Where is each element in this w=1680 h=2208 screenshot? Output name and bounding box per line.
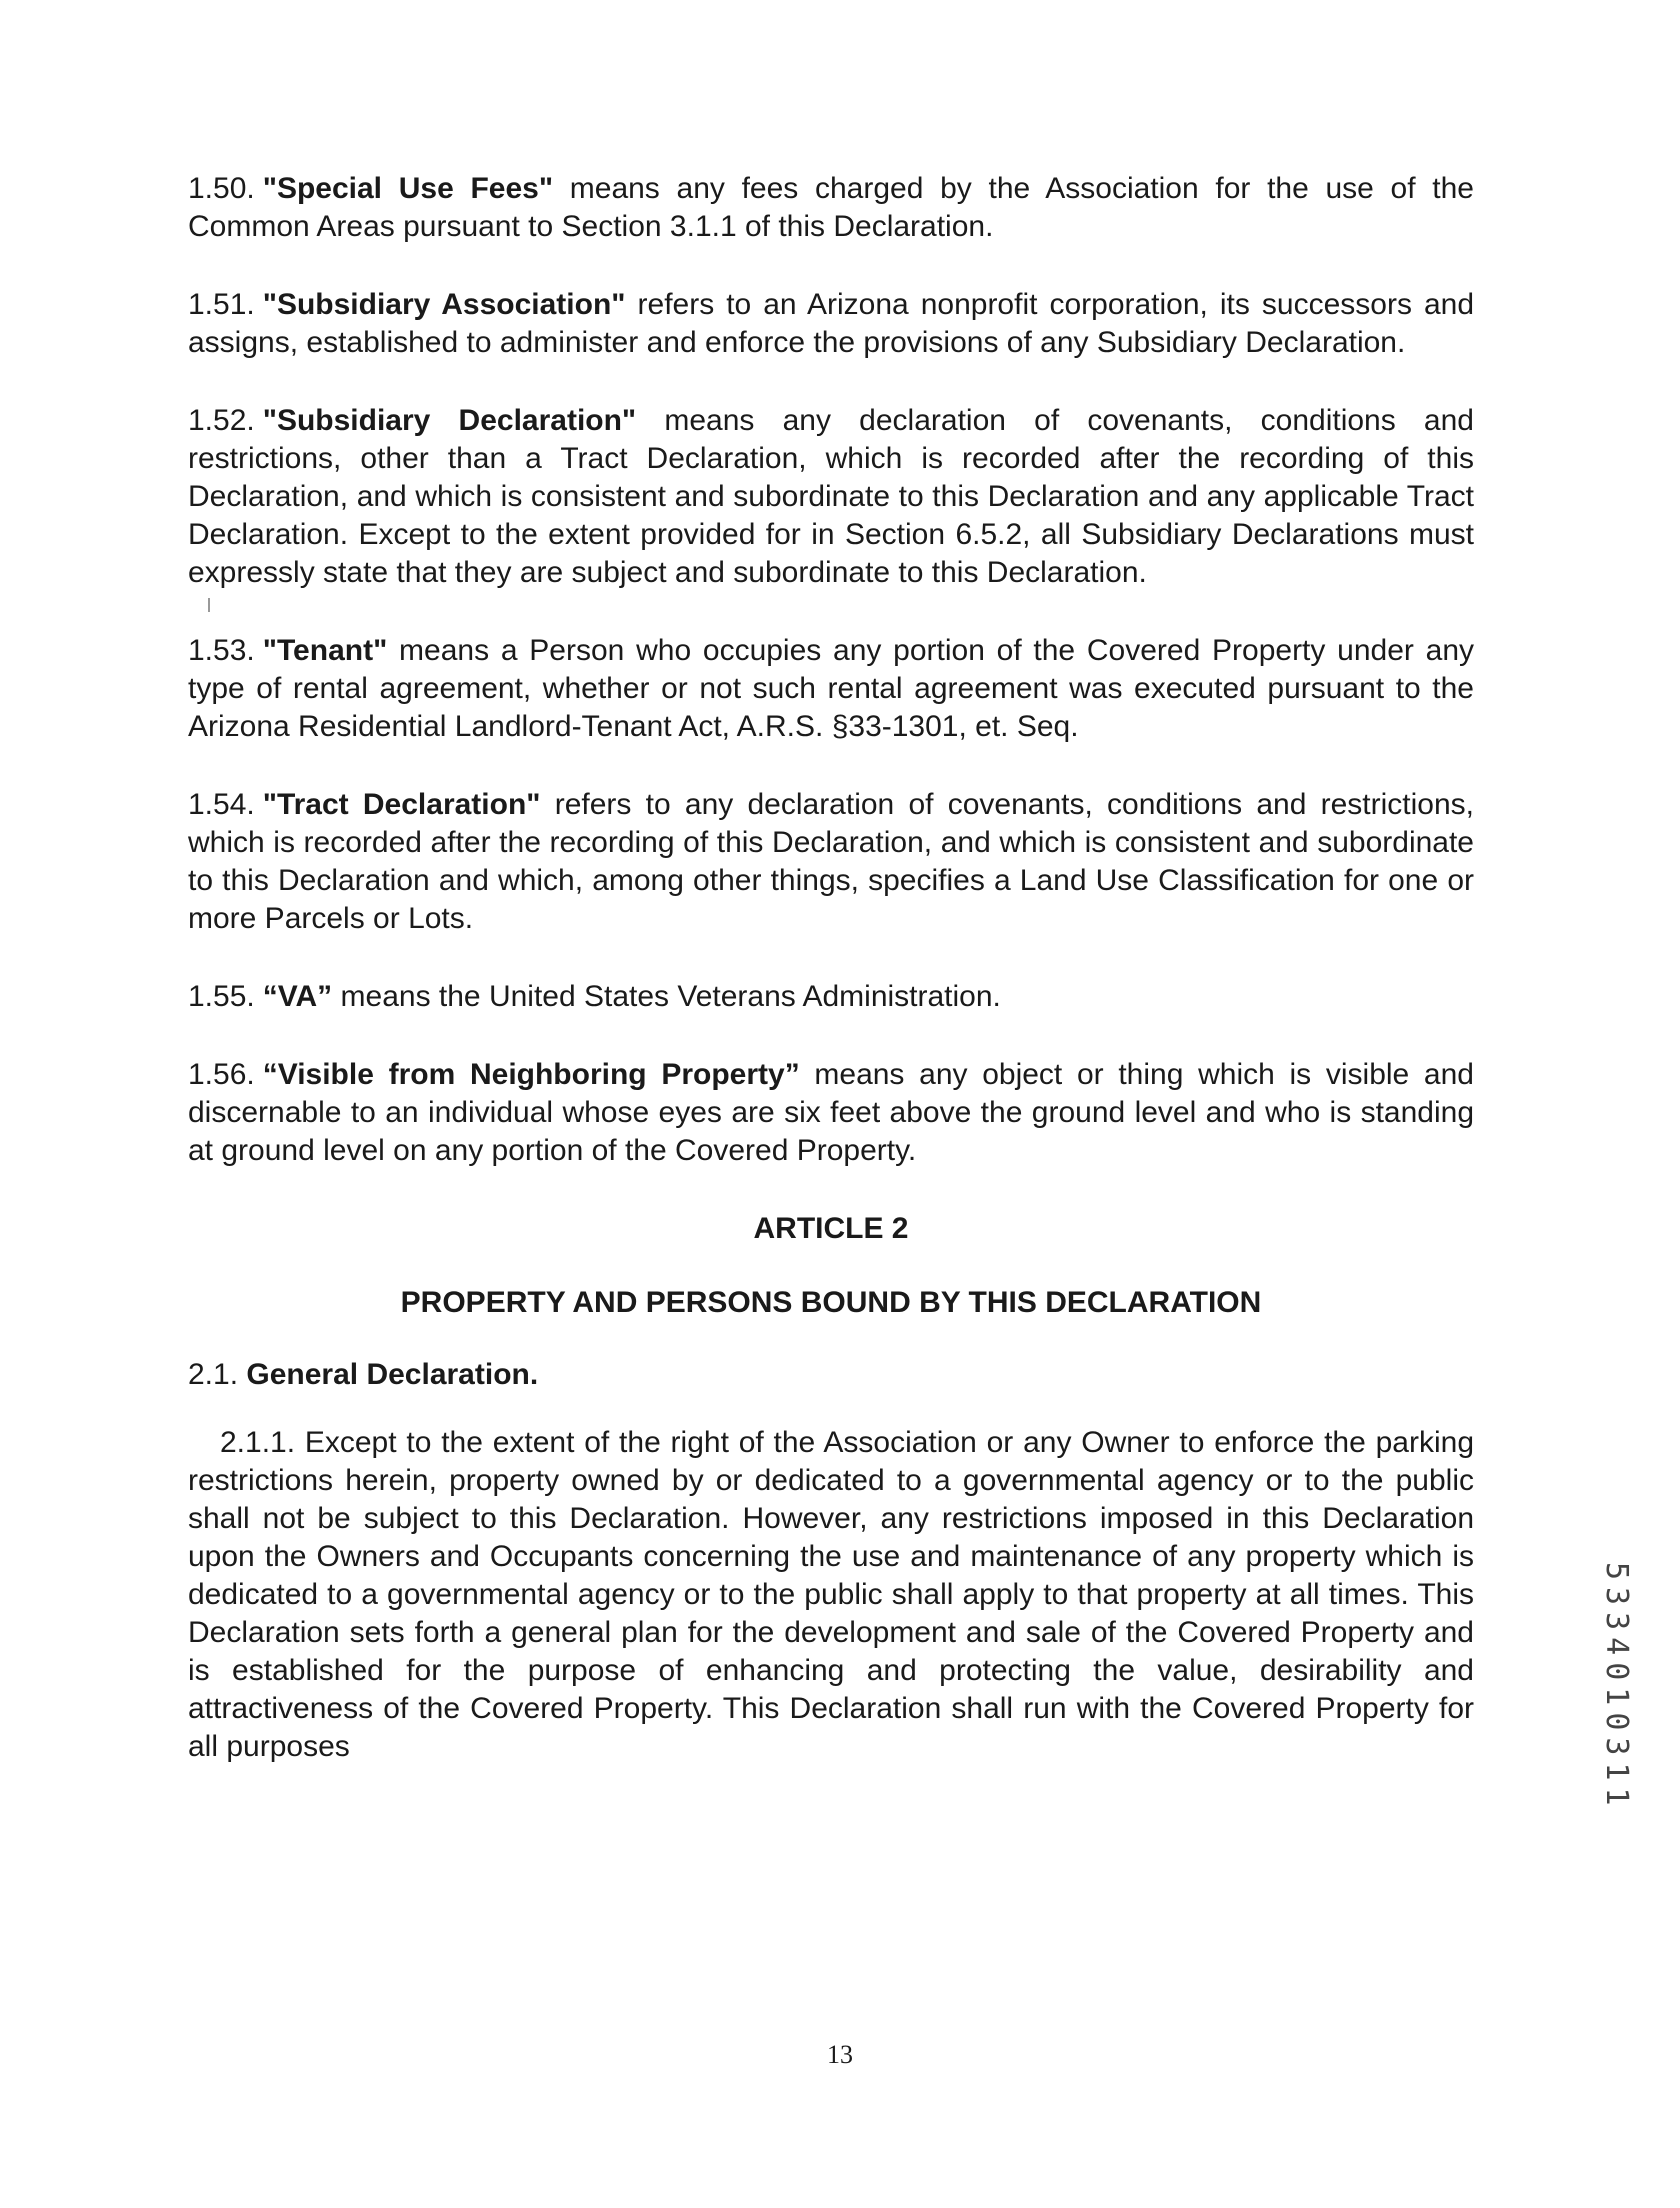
section-paragraph: 2.1.1. Except to the extent of the right of the Association or any Owner to enforce the parking restrictions herein, property owned by or dedicated to a governmental agency or to the public shall not be subject to this Declaration. However, any restrictions imposed in this Declaration upon the Owners and Occupants concerning the use and maintenance of any property which is dedicated to a governmental agency or to the public shall apply to that property at all times. This Declaration sets forth a general plan for the development and sale of the Covered Property and is established for the purpose of enhancing and protecting the value, desirability and attractiveness of the Covered Property. This Declaration shall run with the Covered Property for all purposes — [188, 1426, 1474, 1763]
margin-stamp: 5334010311 — [1599, 1562, 1634, 1813]
definition-text: means the United States Veterans Administration. — [332, 980, 1001, 1013]
definition-text: refers to any declaration of covenants, conditions and restrictions, which is recorded after the recording of this Declaration, and which is consistent and subordinate to this Declaration and which, among other things, specifies a Land Use Classification for one or more Parcels or Lots. — [188, 788, 1474, 935]
definition-term: “VA” — [262, 980, 333, 1013]
definition-term: "Tract Declaration" — [262, 788, 541, 821]
definition-number: 1.55. — [188, 980, 255, 1013]
definition-text: means any declaration of covenants, conditions and restrictions, other than a Tract Declaration, which is recorded after the recording of this Declaration, and which is consistent and subordinate to this Declaration and any applicable Tract Declaration. Except to the extent provided for in Section 6.5.2, all Subsidiary Declarations must expressly state that they are subject and subordinate to this Declaration. — [188, 404, 1474, 589]
definition-number: 1.53. — [188, 634, 255, 667]
section-title: General Declaration. — [246, 1358, 539, 1391]
definition-1-50 — [188, 170, 1474, 246]
definition-number: 1.54. — [188, 788, 255, 821]
article-subtitle: PROPERTY AND PERSONS BOUND BY THIS DECLARATION — [400, 1286, 1262, 1319]
definition-1-56 — [188, 1056, 1474, 1170]
definition-term: “Visible from Neighboring Property” — [262, 1058, 800, 1091]
definition-1-53 — [188, 632, 1474, 746]
definition-1-51 — [188, 286, 1474, 362]
article-title: ARTICLE 2 — [753, 1212, 909, 1245]
definition-1-52 — [188, 402, 1474, 592]
definition-text: refers to an Arizona nonprofit corporation, its successors and assigns, established to administer and enforce the provisions of any Subsidiary Declaration. — [188, 288, 1475, 359]
definition-text: means any object or thing which is visible and discernable to an individual whose eyes are six feet above the ground level and who is standing at ground level on any portion of the Covered Property. — [188, 1058, 1474, 1167]
definition-number: 1.51. — [188, 288, 255, 321]
section-number: 2.1. — [188, 1358, 239, 1391]
page-number: 13 — [827, 2040, 853, 2069]
definition-term: "Special Use Fees" — [262, 172, 554, 205]
definition-number: 1.50. — [188, 172, 255, 205]
section-heading — [188, 1356, 1474, 1394]
definition-1-55 — [188, 978, 1474, 1016]
definition-text: means any fees charged by the Association for the use of the Common Areas pursuant to Section 3.1.1 of this Declaration. — [188, 172, 1474, 243]
definition-term: "Subsidiary Declaration" — [262, 404, 637, 437]
definition-number: 1.56. — [188, 1058, 255, 1091]
page-content — [188, 170, 1474, 1766]
definition-number: 1.52. — [188, 404, 255, 437]
stray-mark — [208, 598, 210, 612]
definition-text: means a Person who occupies any portion of the Covered Property under any type of rental agreement, whether or not such rental agreement was executed pursuant to the Arizona Residential Landlord-Tenant Act, A.R.S. §33-1301, et. Seq. — [188, 634, 1474, 743]
definition-term: "Tenant" — [262, 634, 388, 667]
definition-term: "Subsidiary Association" — [262, 288, 626, 321]
definition-1-54 — [188, 786, 1474, 938]
